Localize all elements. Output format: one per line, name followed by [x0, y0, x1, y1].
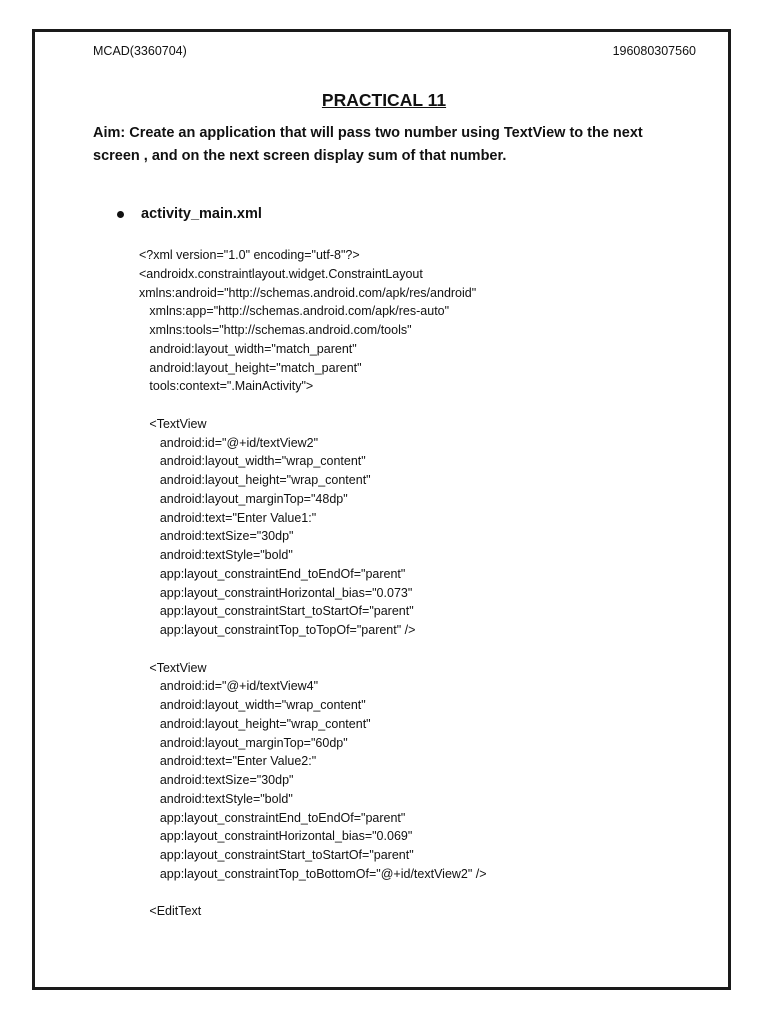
code-line: app:layout_constraintEnd_toEndOf="parent": [139, 810, 406, 825]
code-line: android:layout_width="wrap_content": [139, 454, 366, 469]
code-line: android:id="@+id/textView2": [139, 435, 319, 450]
code-line: app:layout_constraintStart_toStartOf="parent": [139, 848, 414, 862]
code-line: android:text="Enter Value1:": [139, 510, 317, 525]
code-line: android:layout_height="match_parent": [139, 360, 362, 375]
code-line: android:layout_marginTop="60dp": [139, 735, 348, 750]
code-line: [139, 640, 487, 659]
code-line: android:textSize="30dp": [139, 529, 294, 544]
enrollment-number: 196080307560: [612, 44, 696, 58]
page-title: PRACTICAL 11: [321, 90, 447, 110]
code-line: android:textStyle="bold": [139, 791, 293, 806]
section-label: activity_main.xml: [141, 206, 262, 222]
code-line: [139, 396, 487, 415]
code-line: <TextView: [139, 416, 207, 431]
aim-text: Aim: Create an application that will pass two number using TextView to the next screen , and on the next screen display sum of that number.: [93, 125, 643, 164]
code-line: app:layout_constraintHorizontal_bias="0.073": [139, 585, 413, 600]
code-line: <?xml version="1.0" encoding="utf-8"?>: [139, 248, 360, 262]
code-line: android:text="Enter Value2:": [139, 754, 317, 769]
course-code: MCAD(3360704): [93, 44, 187, 58]
bullet-icon: [117, 211, 124, 218]
code-line: android:textStyle="bold": [139, 548, 293, 562]
section-bullet: [116, 203, 262, 225]
code-line: <androidx.constraintlayout.widget.ConstraintLayout: [139, 266, 423, 281]
code-line: app:layout_constraintTop_toBottomOf="@+id/textView2" />: [139, 866, 487, 881]
code-line: android:layout_width="wrap_content": [139, 698, 366, 712]
code-line: <TextView: [139, 660, 207, 675]
code-line: android:layout_width="match_parent": [139, 341, 357, 356]
code-line: app:layout_constraintEnd_toEndOf="parent": [139, 566, 406, 581]
code-block: [139, 246, 487, 921]
code-line: app:layout_constraintTop_toTopOf="parent" />: [139, 623, 416, 637]
code-line: xmlns:android="http://schemas.android.com/apk/res/android": [139, 285, 477, 300]
code-line: android:layout_height="wrap_content": [139, 473, 371, 487]
code-line: xmlns:app="http://schemas.android.com/apk/res-auto": [139, 304, 450, 319]
code-line: tools:context=".MainActivity">: [139, 379, 314, 394]
code-line: <EditText: [139, 904, 202, 919]
code-line: android:layout_height="wrap_content": [139, 716, 371, 731]
code-line: xmlns:tools="http://schemas.android.com/tools": [139, 323, 412, 337]
code-line: android:textSize="30dp": [139, 773, 294, 787]
code-line: android:id="@+id/textView4": [139, 679, 319, 694]
code-line: android:layout_marginTop="48dp": [139, 491, 348, 506]
code-line: app:layout_constraintStart_toStartOf="parent": [139, 604, 414, 619]
code-line: [139, 884, 487, 903]
code-line: app:layout_constraintHorizontal_bias="0.069": [139, 829, 413, 844]
